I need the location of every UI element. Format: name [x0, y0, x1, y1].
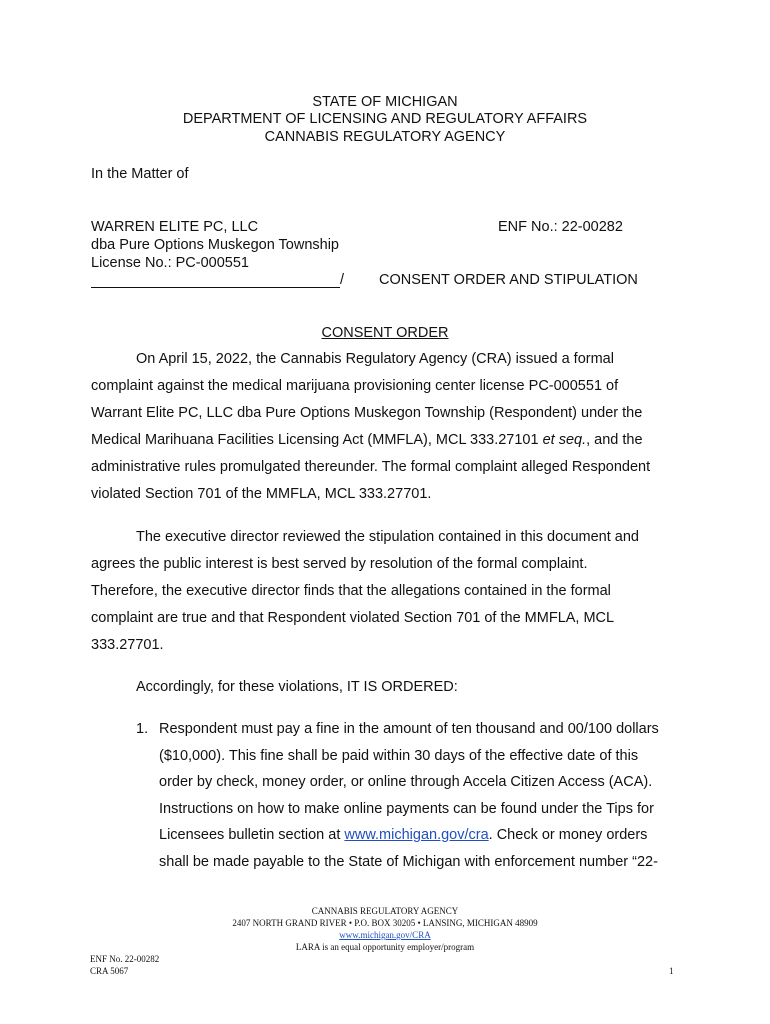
page-number: 1 — [669, 966, 674, 976]
caption-slash: / — [340, 272, 345, 288]
footer-enf: ENF No. 22-00282 — [90, 954, 160, 964]
paragraph-findings — [91, 524, 691, 659]
section-title: CONSENT ORDER — [321, 325, 449, 341]
respondent-dba: dba Pure Options Muskegon Township — [91, 237, 339, 253]
text-line: administrative rules promulgated thereunder. The formal complaint alleged Respondent — [91, 459, 651, 475]
header-department: DEPARTMENT OF LICENSING AND REGULATORY AFFAIRS — [182, 111, 588, 127]
text-line: Warrant Elite PC, LLC dba Pure Options Muskegon Township (Respondent) under the — [91, 405, 643, 421]
text-line: The executive director reviewed the stipulation contained in this document and — [136, 529, 639, 545]
footer-eoe: LARA is an equal opportunity employer/program — [295, 942, 475, 952]
text-line: ($10,000). This fine shall be paid within 30 days of the effective date of this — [159, 747, 639, 764]
header-state: STATE OF MICHIGAN — [312, 94, 458, 110]
item-body — [159, 716, 659, 875]
text-line: Therefore, the executive director finds that the allegations contained in the formal — [91, 583, 611, 599]
text-span: . Check or money orders — [488, 827, 648, 843]
italic-et-seq: et seq. — [542, 432, 587, 448]
respondent-name: WARREN ELITE PC, LLC — [91, 219, 259, 235]
text-line: Instructions on how to make online payments can be found under the Tips for — [159, 800, 654, 817]
text-line — [159, 822, 659, 849]
matter-intro: In the Matter of — [91, 166, 189, 182]
text-line: complaint are true and that Respondent violated Section 701 of the MMFLA, MCL — [91, 610, 615, 626]
text-line: 333.27701. — [91, 637, 164, 653]
cra-website-link[interactable]: www.michigan.gov/cra — [344, 827, 489, 843]
footer-address: 2407 NORTH GRAND RIVER • P.O. BOX 30205 • LANSING, MICHIGAN 48909 — [232, 918, 538, 928]
text-span: , and the — [586, 432, 643, 448]
enf-number: ENF No.: 22-00282 — [498, 219, 623, 235]
footer-block — [0, 905, 770, 953]
header-agency: CANNABIS REGULATORY AGENCY — [264, 129, 506, 145]
footer-website-link[interactable]: www.michigan.gov/CRA — [339, 930, 431, 940]
text-line: shall be made payable to the State of Michigan with enforcement number “22- — [159, 853, 658, 870]
text-line: Accordingly, for these violations, IT IS ORDERED: — [136, 679, 458, 695]
caption-rule — [91, 287, 340, 288]
footer-ids — [90, 953, 159, 977]
footer-form-number: CRA 5067 — [90, 966, 129, 976]
text-line: On April 15, 2022, the Cannabis Regulatory Agency (CRA) issued a formal — [136, 351, 614, 367]
text-line: complaint against the medical marijuana provisioning center license PC-000551 of — [91, 378, 619, 394]
text-line: violated Section 701 of the MMFLA, MCL 333.27701. — [91, 486, 432, 502]
document-title: CONSENT ORDER AND STIPULATION — [379, 272, 638, 288]
footer-agency: CANNABIS REGULATORY AGENCY — [311, 906, 459, 916]
paragraph-complaint — [91, 346, 691, 508]
item-number: 1. — [136, 721, 149, 737]
license-number: License No.: PC-000551 — [91, 255, 249, 271]
paragraph-ordered — [91, 674, 691, 701]
text-line — [91, 427, 691, 454]
text-span: Licensees bulletin section at — [159, 827, 345, 843]
text-span: Medical Marihuana Facilities Licensing Act (MMFLA), MCL 333.27101 — [91, 432, 543, 448]
text-line: agrees the public interest is best served by resolution of the formal complaint. — [91, 556, 588, 572]
text-line: Respondent must pay a fine in the amount of ten thousand and 00/100 dollars — [159, 721, 659, 737]
text-line: order by check, money order, or online through Accela Citizen Access (ACA). — [159, 774, 653, 790]
